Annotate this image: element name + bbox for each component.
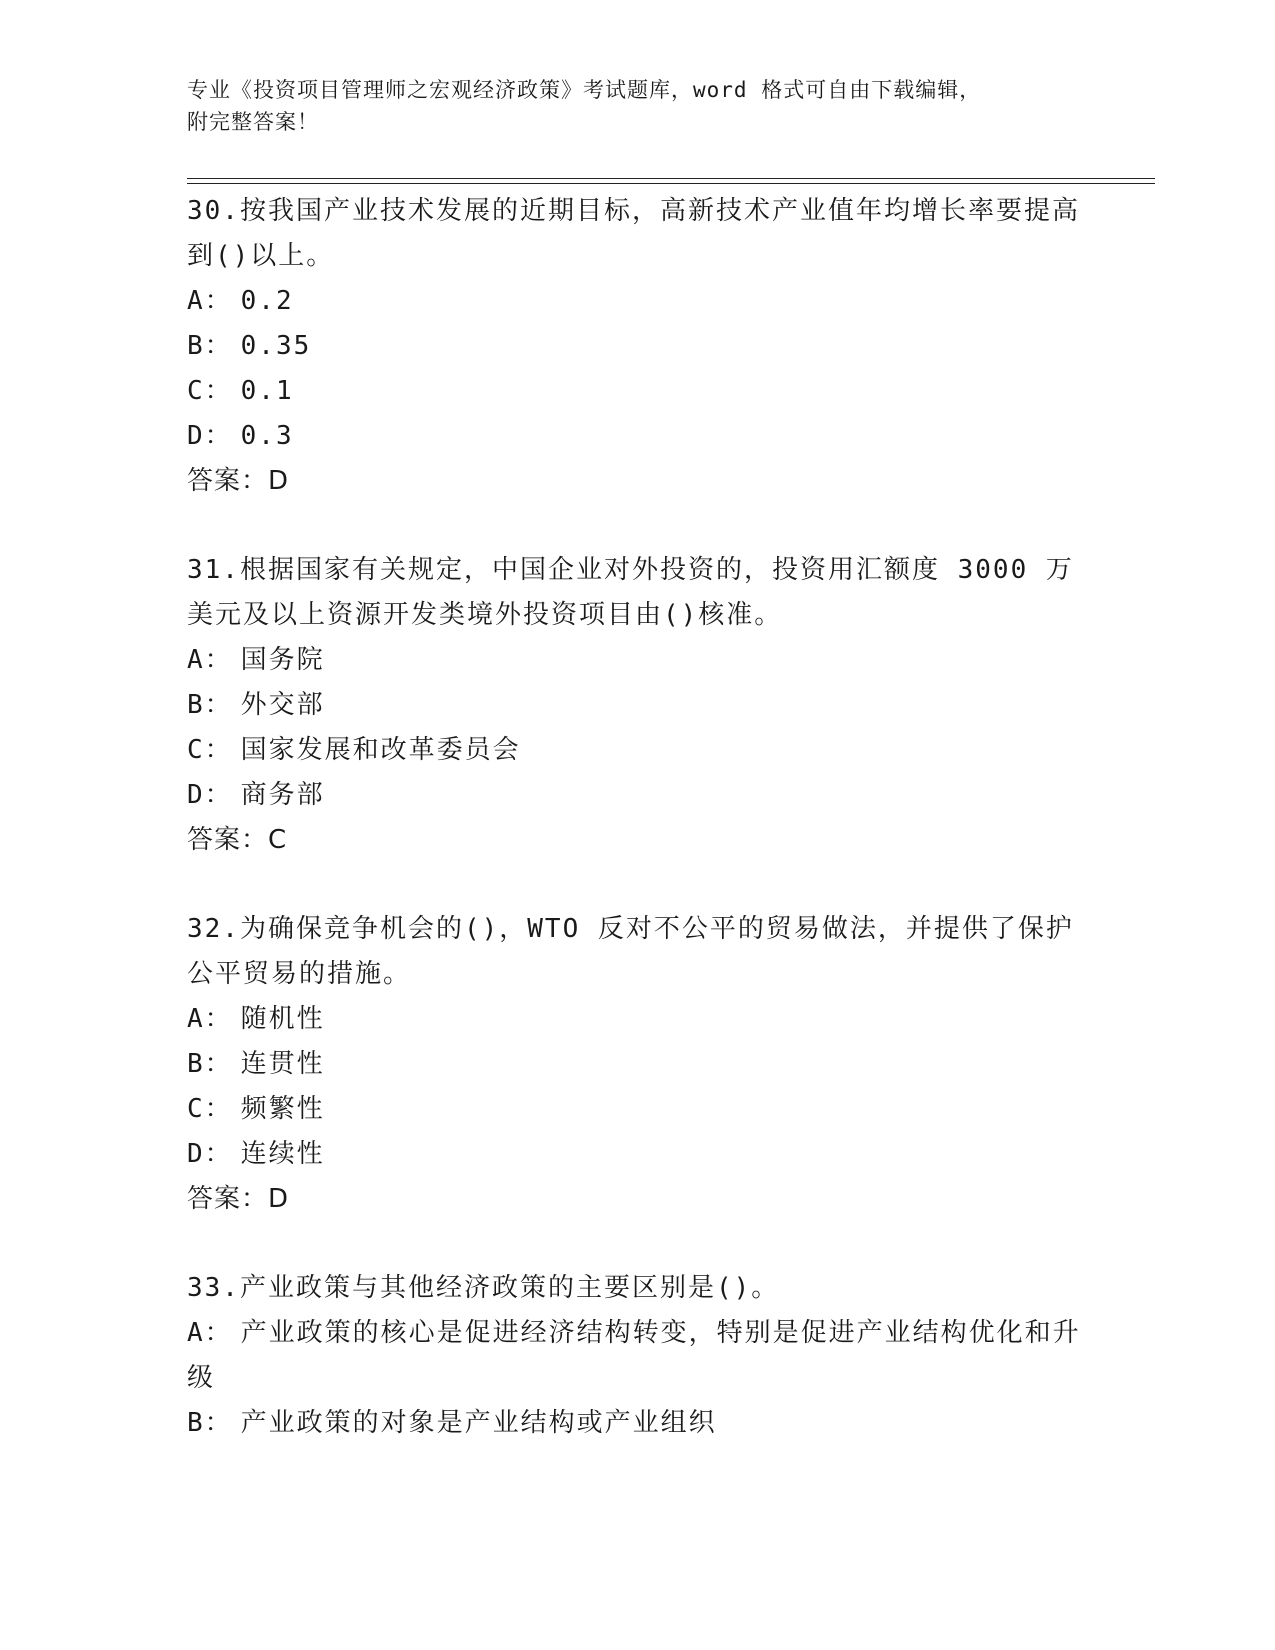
option-label: A： <box>187 1004 233 1034</box>
option-label: A： <box>187 286 233 316</box>
question-stem: 31.根据国家有关规定，中国企业对外投资的，投资用汇额度 3000 万美元及以上资源开发类境外投资项目由()核准。 <box>187 555 1074 630</box>
option-label: C： <box>187 1094 233 1124</box>
option-text: 0.35 <box>240 331 312 361</box>
document-header <box>187 74 1067 138</box>
option-label: B： <box>187 690 233 720</box>
header-line-1: 专业《投资项目管理师之宏观经济政策》考试题库，word 格式可自由下载编辑， <box>187 78 982 102</box>
option-text: 0.1 <box>240 376 294 406</box>
option-text: 连贯性 <box>240 1049 325 1079</box>
question-block <box>187 189 1087 504</box>
option-label: B： <box>187 331 233 361</box>
option-text: 频繁性 <box>240 1094 325 1124</box>
option-b <box>187 683 1087 728</box>
header-divider-top <box>187 178 1155 179</box>
question-list <box>187 189 1087 1446</box>
option-a <box>187 279 1087 324</box>
option-b <box>187 1042 1087 1087</box>
option-text: 连续性 <box>240 1139 325 1169</box>
option-c <box>187 369 1087 414</box>
option-a <box>187 1311 1087 1401</box>
option-label: A： <box>187 645 233 675</box>
option-text: 0.3 <box>240 421 294 451</box>
option-label: A： <box>187 1318 233 1348</box>
option-label: D： <box>187 1139 233 1169</box>
option-text: 产业政策的核心是促进经济结构转变，特别是促进产业结构优化和升级 <box>187 1318 1081 1393</box>
option-text: 国家发展和改革委员会 <box>240 735 521 765</box>
answer: 答案：C <box>187 825 288 855</box>
answer: 答案：D <box>187 466 290 496</box>
header-line-2: 附完整答案！ <box>187 110 319 134</box>
option-c <box>187 728 1087 773</box>
option-label: B： <box>187 1408 233 1438</box>
question-block <box>187 548 1087 863</box>
option-label: D： <box>187 780 233 810</box>
option-d <box>187 773 1087 818</box>
option-text: 国务院 <box>240 645 325 675</box>
header-divider-bottom <box>187 183 1155 184</box>
option-text: 产业政策的对象是产业结构或产业组织 <box>240 1408 717 1438</box>
option-label: C： <box>187 376 233 406</box>
question-block <box>187 1266 1087 1446</box>
option-label: C： <box>187 735 233 765</box>
question-stem: 33.产业政策与其他经济政策的主要区别是()。 <box>187 1273 780 1303</box>
option-c <box>187 1087 1087 1132</box>
question-stem: 32.为确保竞争机会的()，WTO 反对不公平的贸易做法，并提供了保护公平贸易的措施。 <box>187 914 1074 989</box>
option-text: 随机性 <box>240 1004 325 1034</box>
answer: 答案：D <box>187 1184 290 1214</box>
option-label: B： <box>187 1049 233 1079</box>
option-text: 外交部 <box>240 690 325 720</box>
option-d <box>187 1132 1087 1177</box>
option-a <box>187 638 1087 683</box>
option-b <box>187 1401 1087 1446</box>
option-b <box>187 324 1087 369</box>
option-label: D： <box>187 421 233 451</box>
question-stem: 30.按我国产业技术发展的近期目标，高新技术产业值年均增长率要提高到()以上。 <box>187 196 1080 271</box>
option-a <box>187 997 1087 1042</box>
option-text: 商务部 <box>240 780 325 810</box>
question-block <box>187 907 1087 1222</box>
option-d <box>187 414 1087 459</box>
option-text: 0.2 <box>240 286 294 316</box>
